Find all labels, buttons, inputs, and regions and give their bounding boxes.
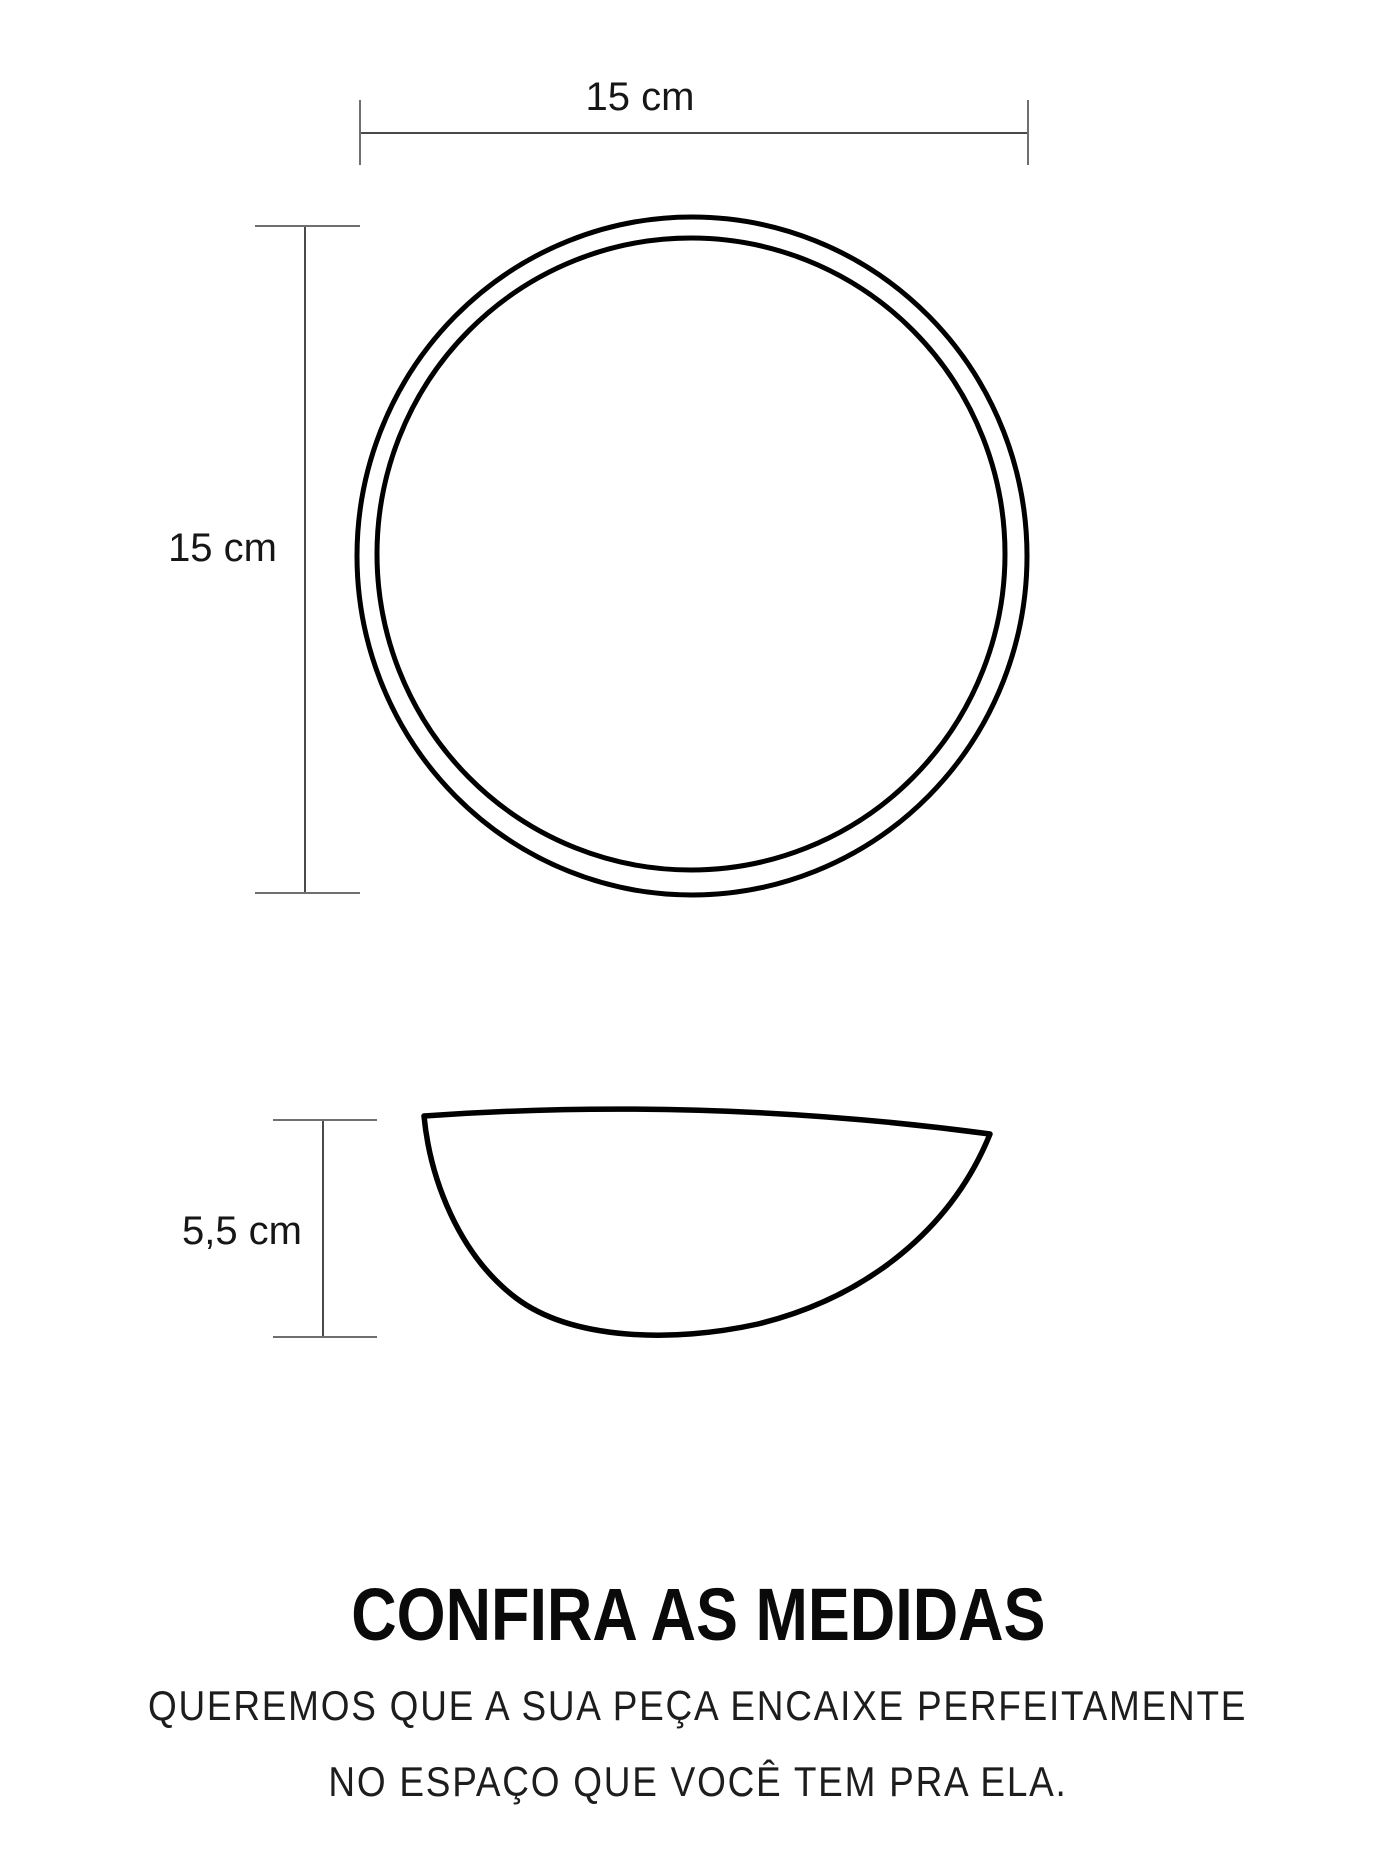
subtitle-line-2-text: NO ESPAÇO QUE VOCÊ TEM PRA ELA.	[328, 1758, 1068, 1805]
bowl-side-view	[424, 1109, 990, 1335]
top-width-dimension-label: 15 cm	[585, 75, 695, 119]
measurements-title-text: CONFIRA AS MEDIDAS	[350, 1573, 1046, 1656]
side-view-bowl-profile	[424, 1109, 990, 1335]
top-view-outer-rim	[357, 217, 1027, 895]
left-height-dimension-label: 15 cm	[168, 526, 277, 570]
subtitle-line-1	[0, 1668, 1396, 1744]
left-height-measurement	[168, 226, 360, 893]
top-width-measurement	[360, 75, 1028, 165]
top-view-inner-rim	[377, 238, 1005, 870]
subtitle-line-1-text: QUEREMOS QUE A SUA PEÇA ENCAIXE PERFEITAMENTE	[148, 1682, 1248, 1729]
measurements-subtitle	[0, 1668, 1396, 1820]
subtitle-line-2	[0, 1744, 1396, 1820]
measurements-title	[0, 1573, 1396, 1656]
side-height-dimension-label: 5,5 cm	[181, 1209, 302, 1253]
bowl-top-view	[357, 217, 1027, 895]
side-height-measurement	[182, 1120, 377, 1337]
